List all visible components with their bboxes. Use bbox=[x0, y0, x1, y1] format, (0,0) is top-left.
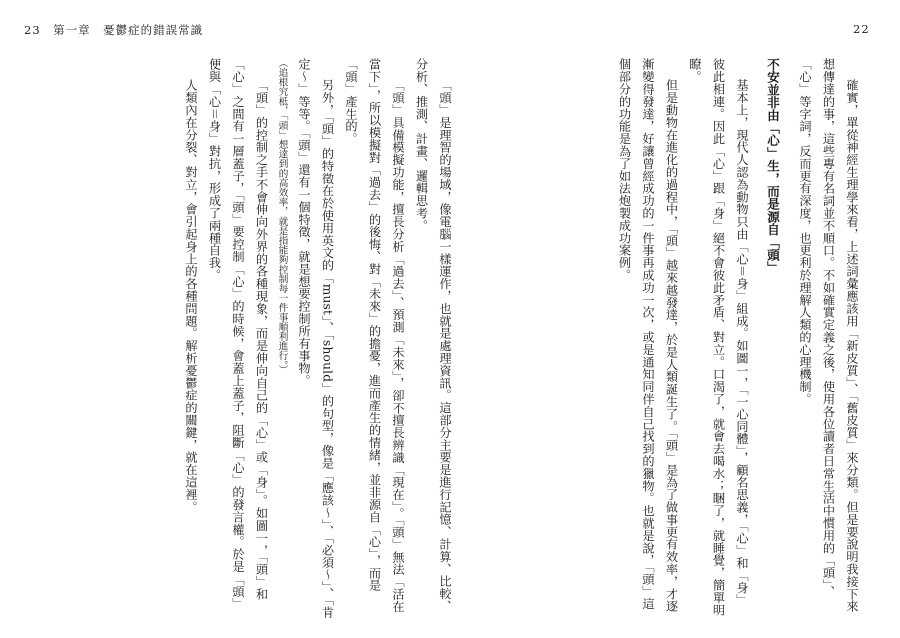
footnote: （追根究柢，「頭」想達到的高效率，就是指能夠控制每一件事順利進行。） bbox=[276, 58, 288, 375]
right-page-body bbox=[468, 58, 863, 618]
body-paragraph: 人類內在分裂、對立，會引起身上的各種問題。解析憂鬱症的關鍵，就在這裡。 bbox=[184, 78, 198, 513]
body-paragraph: 另外，「頭」的特徵在於使用英文的「must」、「should」的句型，像是「應該～」、「必須～」、「肯定～」等等。「頭」還有一個特徵，就是想要控制所有事物。 bbox=[297, 58, 335, 618]
section-heading: 不安並非由「心」生，而是源自「頭」 bbox=[765, 58, 781, 274]
body-paragraph: 「頭」是理智的場域，像電腦一樣運作，也就是處理資訊。這部分主要是進行記憶、計算、比較、分析、推測、計畫、邏輯思考。 bbox=[414, 58, 452, 612]
page-number-right: 22 bbox=[853, 22, 870, 36]
body-paragraph: 「頭」的控制之手不會伸向外界的各種現象，而是伸向自己的「心」或「身」。如圖一，「頭」和「心」之間有一層蓋子，「頭」要控制「心」的時候，會蓋上蓋子，阻斷「心」的發言權。於是「頭」便與「心＝身」對抗，形成了兩種自我。 bbox=[207, 58, 269, 610]
left-page-body bbox=[26, 58, 456, 618]
body-paragraph: 「頭」具備模擬功能，擅長分析「過去」、預測「未來」，卻不擅長辨識「現在」。「頭」無法「活在當下」，所以模擬對「過去」的後悔、對「未來」的擔憂，進而產生的情緒，並非源自「心」，而是「頭」產生的。 bbox=[344, 58, 405, 613]
body-paragraph: 但是動物在進化的過程中，「頭」越來越發達，於是人類誕生了。「頭」是為了做事更有效率，才逐漸變得發達，好讓曾經成功的一件事再成功一次，或是通知同伴自己找到的獵物。也就是說，「頭」這個部分的功能是為了如法炮製成功案例。 bbox=[617, 58, 679, 613]
running-header-left: 23 第一章 憂鬱症的錯誤常識 bbox=[24, 23, 204, 37]
body-paragraph: 基本上，現代人認為動物只由「心＝身」組成。如圖一，「一心同體」，顧名思義，「心」和「身」彼此相連。因此「心」跟「身」絕不會彼此矛盾、對立。口渴了，就會去喝水；睏了，就睡覺，簡單明瞭。 bbox=[688, 58, 749, 616]
body-paragraph: 確實，單從神經生理學來看，上述詞彙應該用「新皮質」、「舊皮質」來分類。但是要說明我接下來想傳達的事，這些專有名詞並不順口。不如確實定義之後，使用各位讀者日常生活中慣用的「頭」、「心」等字詞，反而更有深度，也更利於理解人類的心理機制。 bbox=[798, 58, 859, 613]
